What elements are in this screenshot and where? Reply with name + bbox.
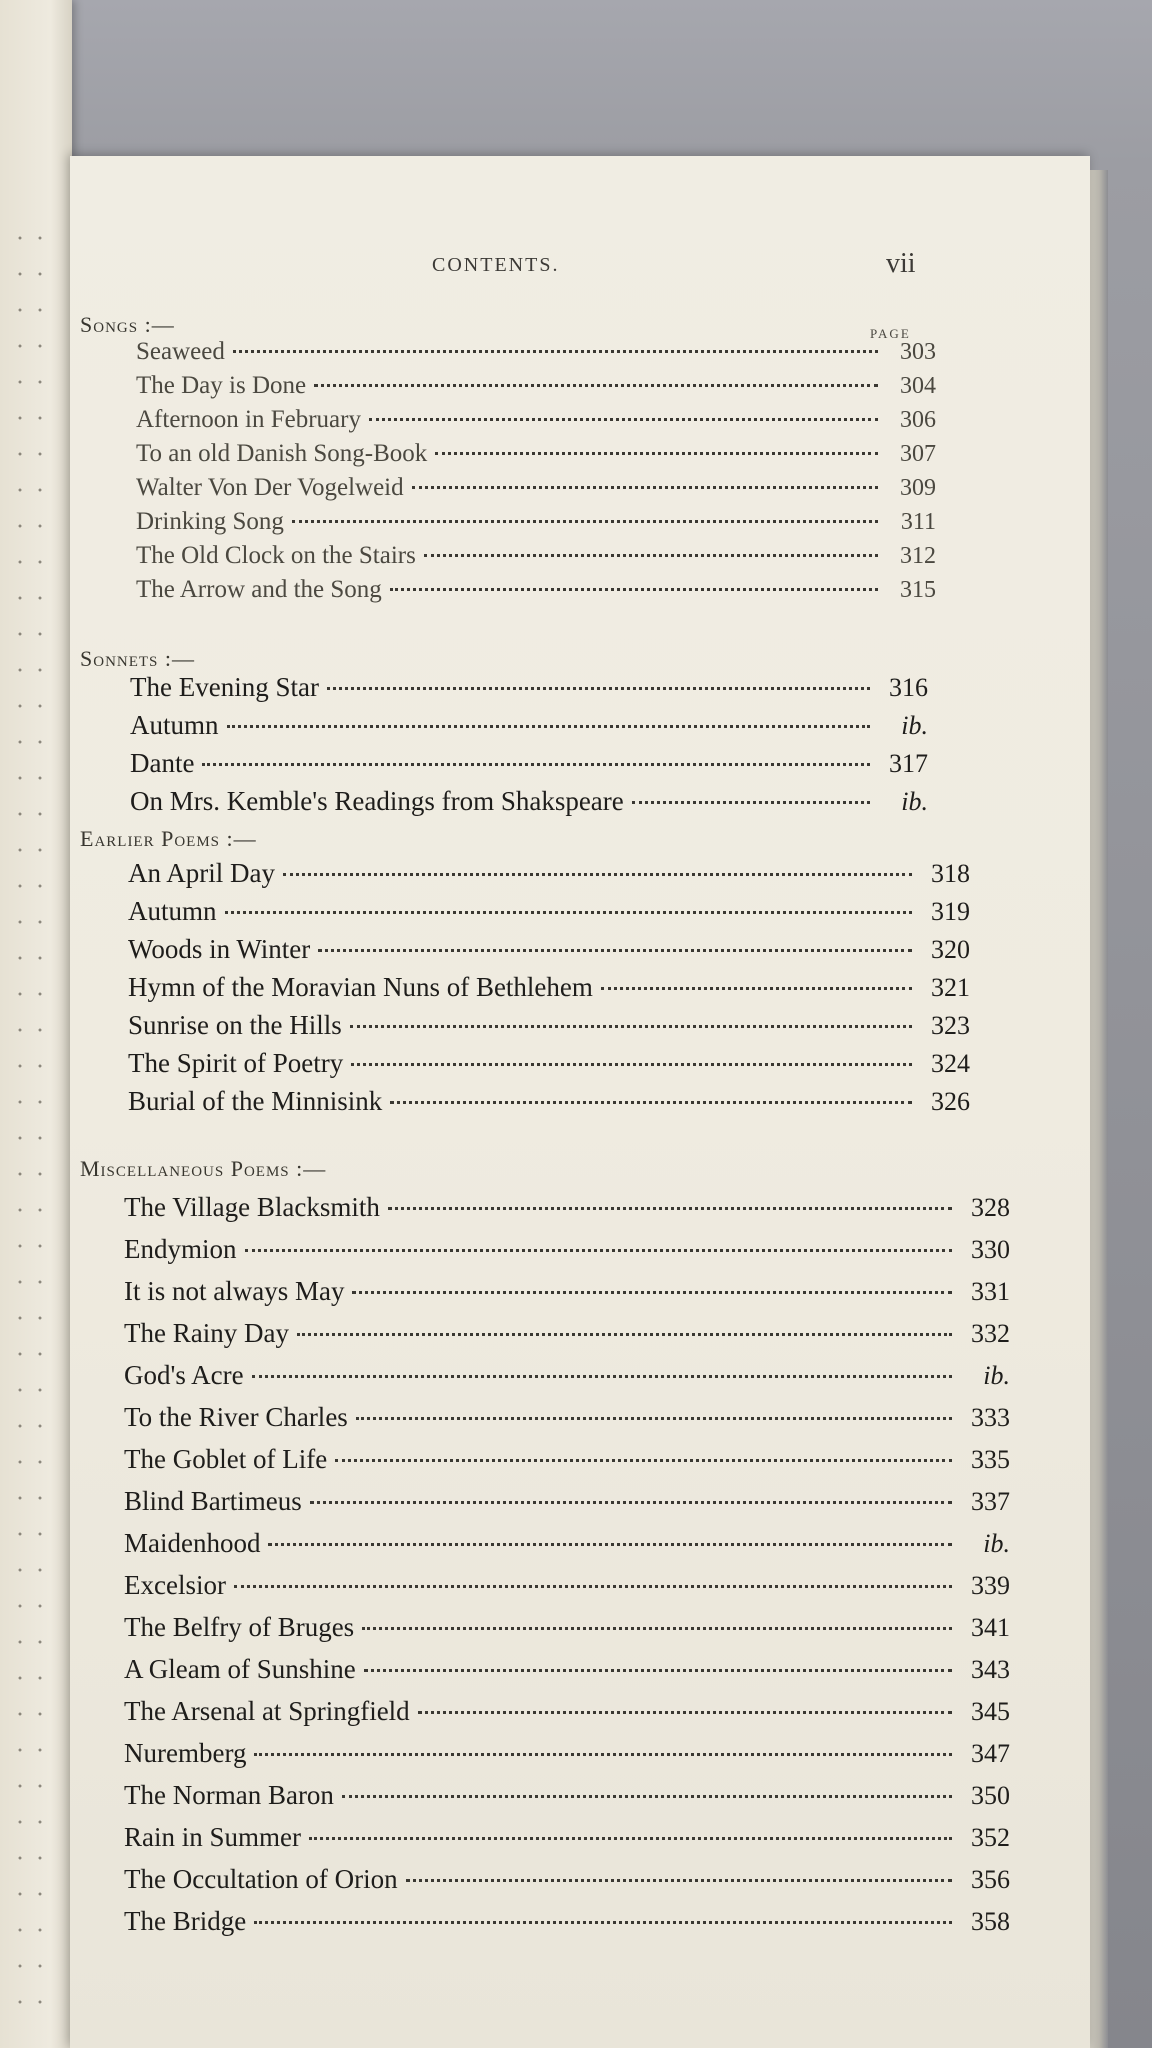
toc-entry-title: The Belfry of Bruges <box>124 1612 355 1642</box>
dot-leader <box>335 1459 952 1462</box>
toc-entry <box>128 896 970 930</box>
dot-leader <box>225 911 912 914</box>
dot-leader <box>234 1585 952 1588</box>
toc-entry-title: The Goblet of Life <box>124 1444 328 1474</box>
toc-entry <box>124 1738 1010 1772</box>
toc-entry-title: Afternoon in February <box>136 406 361 433</box>
toc-entry-title: Walter Von Der Vogelweid <box>136 474 404 501</box>
toc-entry-page-number: ib. <box>901 787 928 816</box>
toc-entry-title: The Spirit of Poetry <box>128 1048 344 1078</box>
toc-entry-title: It is not always May <box>124 1276 345 1306</box>
toc-entry-title: Drinking Song <box>136 508 284 535</box>
toc-entry-title: Woods in Winter <box>128 934 311 964</box>
dot-leader <box>292 520 878 523</box>
toc-entry <box>136 440 936 474</box>
toc-entry-title: A Gleam of Sunshine <box>124 1654 356 1684</box>
toc-entry-title: The Norman Baron <box>124 1780 334 1810</box>
toc-entry-title: The Arrow and the Song <box>136 576 382 603</box>
toc-entry <box>124 1318 1010 1352</box>
running-title: CONTENTS. <box>432 254 560 276</box>
toc-entry-page-number: 328 <box>971 1193 1010 1222</box>
toc-entry <box>124 1276 1010 1310</box>
section-heading: Miscellaneous Poems :— <box>80 1156 327 1181</box>
toc-entry <box>128 1048 970 1082</box>
dot-leader <box>351 1063 912 1066</box>
toc-entry-page-number: 315 <box>900 577 936 603</box>
dot-leader <box>233 350 878 353</box>
toc-entry <box>128 858 970 892</box>
toc-entry <box>136 542 936 576</box>
toc-entry-title: The Rainy Day <box>124 1318 289 1348</box>
toc-entry-page-number: 316 <box>889 673 928 702</box>
dot-leader <box>318 949 912 952</box>
toc-entry-page-number: 333 <box>971 1403 1010 1432</box>
toc-entry <box>124 1906 1010 1940</box>
toc-entry-title: Hymn of the Moravian Nuns of Bethlehem <box>128 972 593 1002</box>
toc-entry-title: Rain in Summer <box>124 1822 301 1852</box>
toc-entry-page-number: 345 <box>971 1697 1010 1726</box>
toc-entry-page-number: 358 <box>971 1907 1010 1936</box>
toc-entry-page-number: 331 <box>971 1277 1010 1306</box>
dot-leader <box>412 486 878 489</box>
toc-entry-title: The Arsenal at Springfield <box>124 1696 410 1726</box>
toc-entry-title: The Evening Star <box>130 672 319 702</box>
toc-entry-title: The Day is Done <box>136 372 307 399</box>
toc-entry-title: Seaweed <box>136 338 225 365</box>
dot-leader <box>309 1837 952 1840</box>
dot-leader <box>327 687 870 690</box>
toc-entry <box>136 474 936 508</box>
dot-leader <box>369 418 878 421</box>
dot-leader <box>227 725 870 728</box>
dot-leader <box>424 554 878 557</box>
toc-entry-page-number: 309 <box>900 475 936 501</box>
toc-entry <box>128 972 970 1006</box>
dot-leader <box>435 452 878 455</box>
dot-leader <box>342 1795 952 1798</box>
dot-leader <box>601 987 912 990</box>
toc-entry-page-number: 306 <box>900 407 936 433</box>
toc-entry <box>136 338 936 372</box>
page-folio: vii <box>886 248 916 279</box>
toc-entry <box>128 934 970 968</box>
toc-entry-title: Burial of the Minnisink <box>128 1086 383 1116</box>
toc-entry-title: To the River Charles <box>124 1402 348 1432</box>
toc-entry <box>130 786 928 820</box>
toc-entry-page-number: 321 <box>931 973 970 1002</box>
section-heading: Earlier Poems :— <box>80 826 257 851</box>
toc-entry-title: Autumn <box>128 896 217 926</box>
toc-entry-page-number: 341 <box>971 1613 1010 1642</box>
dot-leader <box>350 1025 912 1028</box>
toc-entry <box>130 672 928 706</box>
toc-entry-page-number: 324 <box>931 1049 970 1078</box>
toc-entry-title: The Old Clock on the Stairs <box>136 542 416 569</box>
toc-entry-title: Dante <box>130 748 195 778</box>
toc-entry <box>136 576 936 610</box>
toc-entry-page-number: 337 <box>971 1487 1010 1516</box>
toc-entry-page-number: 335 <box>971 1445 1010 1474</box>
toc-entry <box>124 1822 1010 1856</box>
dot-leader <box>254 1921 952 1924</box>
toc-entry-page-number: 311 <box>900 509 936 535</box>
toc-entry-page-number: 350 <box>971 1781 1010 1810</box>
toc-entry-title: Excelsior <box>124 1570 226 1600</box>
dot-leader <box>314 384 878 387</box>
toc-entry <box>136 406 936 440</box>
dot-leader <box>364 1669 952 1672</box>
dot-leader <box>352 1291 952 1294</box>
toc-entry-title: Maidenhood <box>124 1528 261 1558</box>
toc-entry-page-number: 326 <box>931 1087 970 1116</box>
toc-entry-page-number: 320 <box>931 935 970 964</box>
dot-leader <box>632 801 870 804</box>
dot-leader <box>297 1333 952 1336</box>
dot-leader <box>390 1101 912 1104</box>
dot-leader <box>418 1711 952 1714</box>
dot-leader <box>254 1753 952 1756</box>
dot-leader <box>406 1879 952 1882</box>
toc-entry-title: Blind Bartimeus <box>124 1486 302 1516</box>
toc-entry-page-number: 339 <box>971 1571 1010 1600</box>
toc-entry <box>128 1010 970 1044</box>
toc-entry-page-number: 356 <box>971 1865 1010 1894</box>
section-heading: Songs :— <box>80 312 175 337</box>
toc-entry-page-number: 332 <box>971 1319 1010 1348</box>
toc-entry-title: Sunrise on the Hills <box>128 1010 342 1040</box>
toc-entry-page-number: 343 <box>971 1655 1010 1684</box>
toc-entry-page-number: 318 <box>931 859 970 888</box>
section-heading: Sonnets :— <box>80 646 196 671</box>
toc-entry-title: An April Day <box>128 858 275 888</box>
toc-entry-title: Autumn <box>130 710 219 740</box>
toc-entry <box>124 1528 1010 1562</box>
toc-entry <box>124 1612 1010 1646</box>
toc-entry <box>124 1780 1010 1814</box>
toc-entry-title: On Mrs. Kemble's Readings from Shakspeare <box>130 786 624 816</box>
toc-entry <box>136 372 936 406</box>
toc-entry <box>124 1864 1010 1898</box>
toc-entry <box>124 1444 1010 1478</box>
toc-entry-title: Nuremberg <box>124 1738 247 1768</box>
toc-entry-page-number: 319 <box>931 897 970 926</box>
dot-leader <box>283 873 912 876</box>
toc-entry-page-number: ib. <box>983 1529 1010 1558</box>
toc-entry <box>128 1086 970 1120</box>
toc-entry-title: The Village Blacksmith <box>124 1192 380 1222</box>
dot-leader <box>310 1501 952 1504</box>
toc-entry <box>124 1696 1010 1730</box>
toc-entry <box>124 1570 1010 1604</box>
toc-entry-page-number: 312 <box>900 543 936 569</box>
toc-entry-page-number: 352 <box>971 1823 1010 1852</box>
toc-entry-title: Endymion <box>124 1234 237 1264</box>
toc-entry <box>124 1192 1010 1226</box>
toc-entry-page-number: 303 <box>900 339 936 365</box>
toc-entry-page-number: 304 <box>900 373 936 399</box>
dot-leader <box>356 1417 952 1420</box>
toc-entry-page-number: 317 <box>889 749 928 778</box>
toc-entry-title: The Occultation of Orion <box>124 1864 398 1894</box>
toc-entry-page-number: 307 <box>900 441 936 467</box>
toc-entry <box>124 1234 1010 1268</box>
dot-leader <box>390 588 878 591</box>
toc-entry <box>130 748 928 782</box>
toc-entry-page-number: 330 <box>971 1235 1010 1264</box>
toc-entry-page-number: ib. <box>901 711 928 740</box>
toc-entry <box>130 710 928 744</box>
dot-leader <box>252 1375 952 1378</box>
dot-leader <box>388 1207 952 1210</box>
toc-entry <box>124 1486 1010 1520</box>
dot-leader <box>245 1249 953 1252</box>
toc-entry <box>124 1654 1010 1688</box>
toc-entry-page-number: 323 <box>931 1011 970 1040</box>
toc-entry <box>124 1402 1010 1436</box>
toc-entry-title: The Bridge <box>124 1906 247 1936</box>
toc-entry-page-number: ib. <box>983 1361 1010 1390</box>
toc-entry-page-number: 347 <box>971 1739 1010 1768</box>
dot-leader <box>362 1627 952 1630</box>
dot-leader <box>268 1543 952 1546</box>
toc-entry <box>124 1360 1010 1394</box>
toc-entry <box>136 508 936 542</box>
toc-entry-title: God's Acre <box>124 1360 244 1390</box>
toc-entry-title: To an old Danish Song-Book <box>136 440 428 467</box>
page-column-label: PAGE <box>870 326 911 341</box>
dot-leader <box>202 763 870 766</box>
